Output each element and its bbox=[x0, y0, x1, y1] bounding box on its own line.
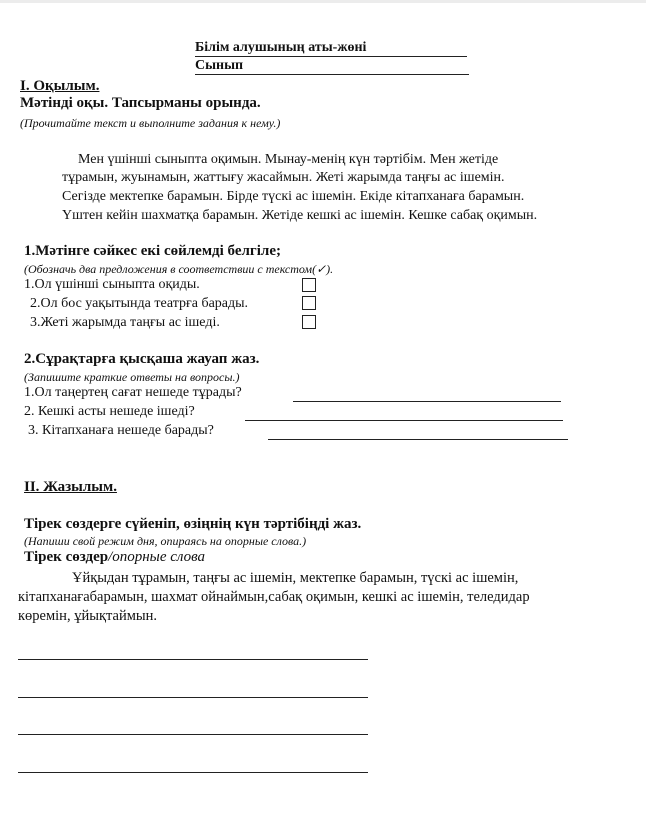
reading-text-line: Мен үшінші сыныпта оқимын. Мынау-менің күн тәртібім. Мен жетіде bbox=[78, 152, 499, 167]
class-label: Сынып bbox=[195, 58, 244, 73]
reading-text-line: тұрамын, жуынамын, жаттығу жасаймын. Жеті жарымда таңғы ас ішемін. bbox=[62, 170, 505, 185]
writing-line-2[interactable] bbox=[18, 697, 368, 698]
task2-subtitle-ru: (Запишите краткие ответы на вопросы.) bbox=[24, 370, 240, 384]
support-words-line: көремін, ұйықтаймын. bbox=[18, 608, 158, 624]
top-border bbox=[0, 0, 646, 3]
section2-task-ru: (Напиши свой режим дня, опираясь на опорные слова.) bbox=[24, 534, 307, 548]
support-words-label: Тірек сөздер bbox=[24, 549, 109, 565]
support-words-heading bbox=[24, 549, 205, 566]
student-name-label: Білім алушының аты-жөні bbox=[195, 40, 367, 55]
reading-text-line: Үштен кейін шахматқа барамын. Жетіде кешкі ас ішемін. Кешке сабақ оқимын. bbox=[62, 208, 538, 223]
task2-question: 3. Кітапханаға нешеде барады? bbox=[28, 423, 214, 438]
task2-question: 1.Ол таңертең сағат нешеде тұрады? bbox=[24, 385, 242, 400]
writing-line-3[interactable] bbox=[18, 734, 368, 735]
student-name-line bbox=[195, 56, 467, 57]
support-words-label-ru: /опорные слова bbox=[108, 549, 206, 565]
support-words-line: кітапханағабарамын, шахмат ойнаймын,сабақ оқимын, кешкі ас ішемін, теледидар bbox=[18, 589, 530, 605]
writing-line-1[interactable] bbox=[18, 659, 368, 660]
task2-title: 2.Сұрақтарға қысқаша жауап жаз. bbox=[24, 351, 260, 367]
answer-line-2[interactable] bbox=[245, 420, 563, 421]
support-words-line: Ұйқыдан тұрамын, таңғы ас ішемін, мектепке барамын, түскі ас ішемін, bbox=[72, 570, 519, 586]
task1-title: 1.Мәтінге сәйкес екі сөйлемді белгіле; bbox=[24, 243, 281, 259]
writing-line-4[interactable] bbox=[18, 772, 368, 773]
task1-checkbox-1[interactable] bbox=[302, 278, 316, 292]
task1-item: 3.Жеті жарымда таңғы ас ішеді. bbox=[30, 315, 220, 330]
reading-text-line: Сегізде мектепке барамын. Бірде түскі ас ішемін. Екіде кітапханаға барамын. bbox=[62, 189, 525, 204]
task1-item: 2.Ол бос уақытында театрға барады. bbox=[30, 296, 249, 311]
answer-line-1[interactable] bbox=[293, 401, 561, 402]
task1-checkbox-2[interactable] bbox=[302, 296, 316, 310]
section1-instruction-ru: (Прочитайте текст и выполните задания к нему.) bbox=[20, 116, 281, 130]
section1-instruction: Мәтінді оқы. Тапсырманы орында. bbox=[20, 95, 261, 111]
section1-title: І. Оқылым. bbox=[20, 78, 100, 94]
class-line bbox=[195, 74, 469, 75]
answer-line-3[interactable] bbox=[268, 439, 568, 440]
task1-item: 1.Ол үшінші сыныпта оқиды. bbox=[24, 277, 200, 292]
section2-task-title: Тірек сөздерге сүйеніп, өзіңнің күн тәртібіңді жаз. bbox=[24, 516, 362, 532]
task1-checkbox-3[interactable] bbox=[302, 315, 316, 329]
task1-subtitle-ru: (Обозначь два предложения в соответствии с текстом(✓). bbox=[24, 262, 334, 276]
section2-title: ІІ. Жазылым. bbox=[24, 479, 117, 495]
task2-question: 2. Кешкі асты нешеде ішеді? bbox=[24, 404, 195, 419]
